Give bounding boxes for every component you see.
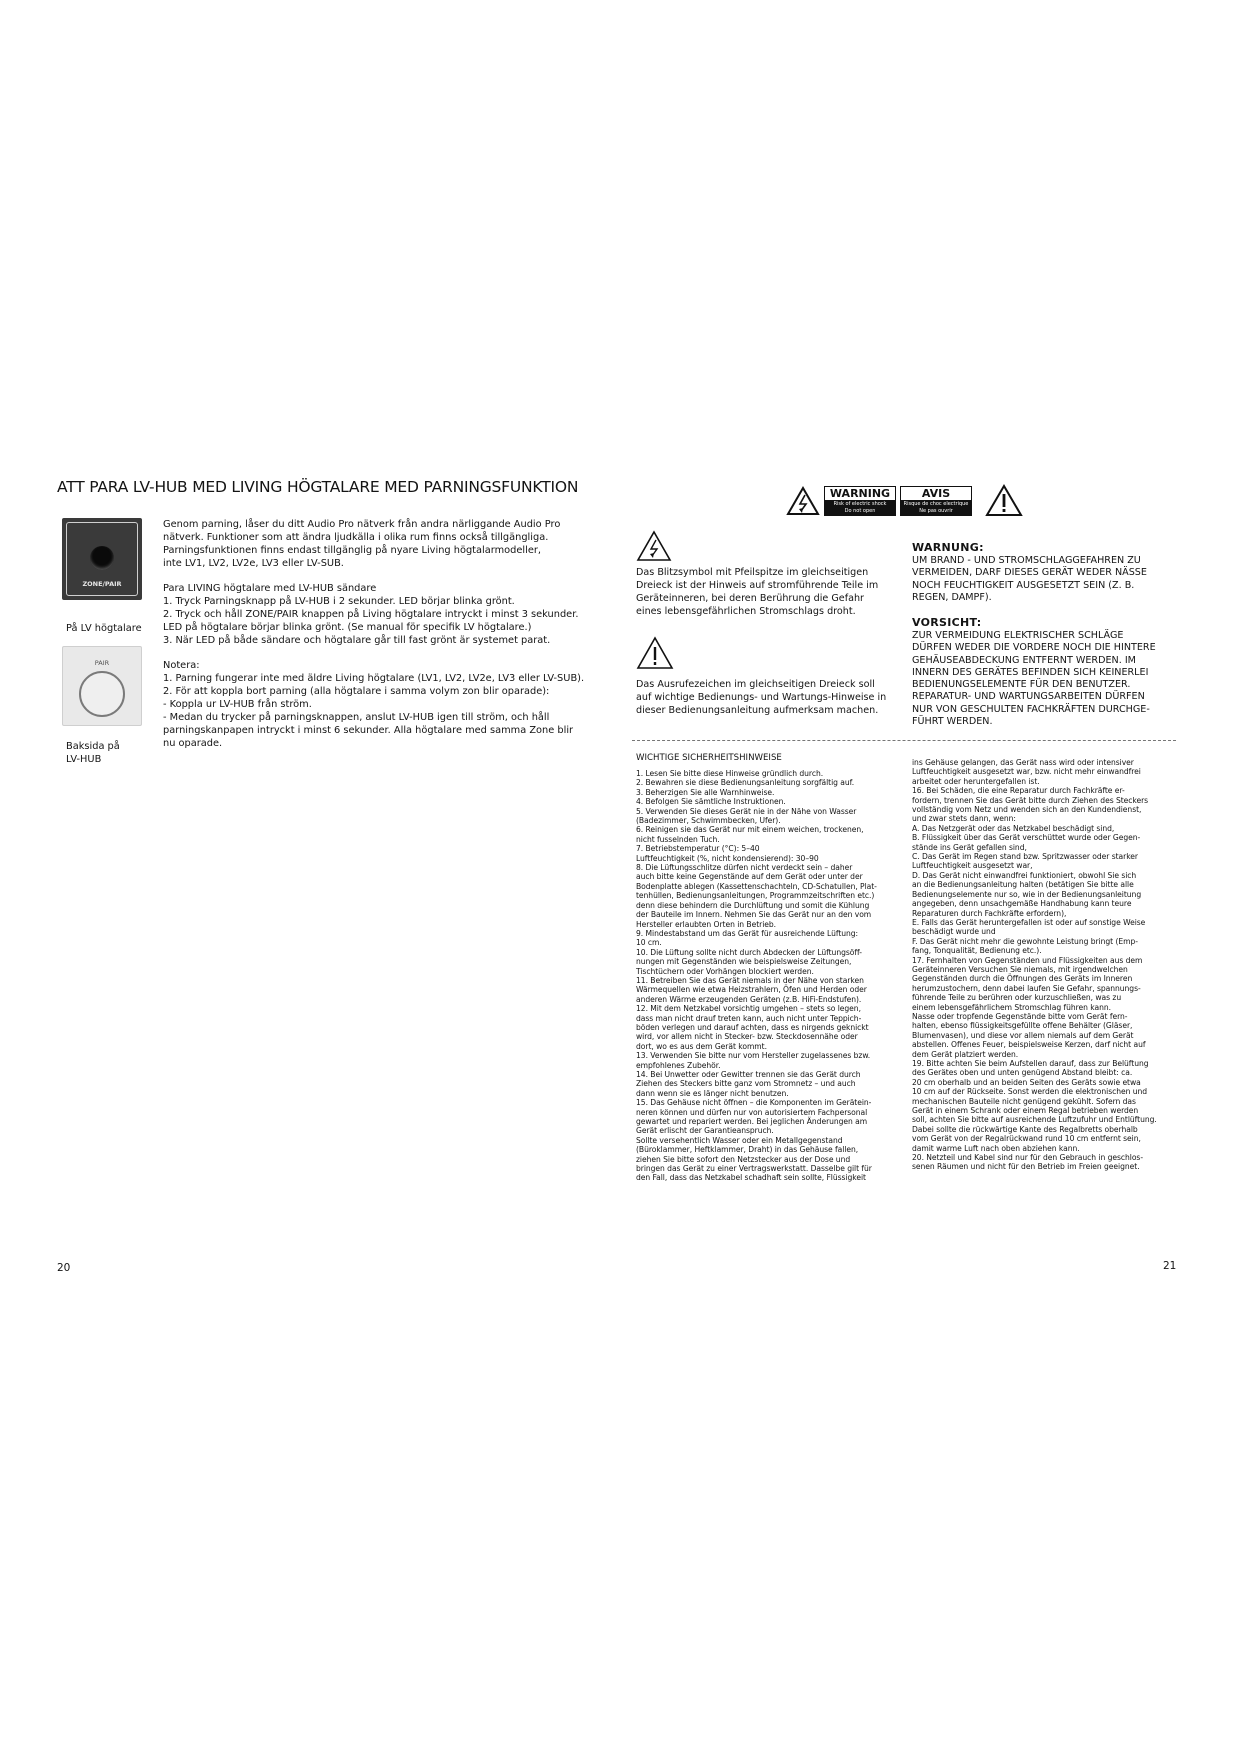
safety-line: böden verlegen und darauf achten, dass es nirgends geknickt (636, 1022, 869, 1032)
vorsicht-heading: VORSICHT: (912, 616, 982, 629)
safety-line: soll, achten Sie bitte auf ausreichende Luftzufuhr und Entlüftung. (912, 1115, 1157, 1125)
safety-line: Gerät in einem Schrank oder einem Regal betrieben werden (912, 1106, 1139, 1116)
safety-line: Nasse oder tropfende Gegenstände bitte vom Gerät fern- (912, 1011, 1128, 1021)
safety-line: fordern, trennen Sie das Gerät bitte durch Ziehen des Steckers (912, 795, 1149, 805)
page-number-left: 20 (57, 1262, 71, 1274)
safety-line: Blumenvasen), und diese vor allem niemals auf dem Gerät (912, 1030, 1134, 1040)
safety-line: stände ins Gerät gefallen sind, (912, 842, 1027, 852)
pair-button-icon (79, 671, 125, 717)
safety-line: 1. Lesen Sie bitte diese Hinweise gründlich durch. (636, 769, 824, 778)
safety-line: 8. Die Lüftungsschlitze dürfen nicht verdeckt sein – daher (636, 863, 853, 873)
safety-line: Gegenständen durch die Öffnungen des Geräts im Inneren (912, 974, 1133, 984)
safety-line: neren können und dürfen nur von autorisiertem Fachpersonal (636, 1107, 868, 1117)
safety-line: 16. Bei Schäden, die eine Reparatur durch Fachkräfte er- (912, 786, 1125, 796)
safety-line: Reparaturen durch Fachkräfte erfordern), (912, 908, 1067, 918)
safety-line: führende Teile zu berühren oder kurzuschließen, was zu (912, 993, 1122, 1003)
safety-line: A. Das Netzgerät oder das Netzkabel beschädigt sind, (912, 823, 1115, 833)
safety-heading: WICHTIGE SICHERHEITSHINWEISE (636, 753, 782, 763)
exclamation-warning-icon (985, 484, 1023, 521)
safety-line: 13. Verwenden Sie bitte nur vom Hersteller zugelassenes bzw. (636, 1051, 871, 1061)
safety-line: dann wenn sie es länger nicht benutzen. (636, 1088, 789, 1098)
section-divider (632, 740, 1176, 741)
safety-line: einem lebensgefährlichem Stromschlag führen kann. (912, 1002, 1111, 1012)
safety-line: tenhüllen, Bedienungsanleitungen, Programmzeitschriften etc.) (636, 891, 875, 901)
safety-line: halten, ebenso flüssigkeitsgefüllte offene Behälter (Gläser, (912, 1021, 1133, 1031)
safety-line: Ziehen des Steckers bitte ganz vom Stromnetz – und auch (636, 1079, 856, 1089)
safety-column-2 (912, 758, 1157, 1172)
safety-line: 20 cm oberhalb und an beiden Seiten des Geräts sowie etwa (912, 1077, 1141, 1087)
safety-line: den Fall, dass das Netzkabel schadhaft sein sollte, Flüssigkeit (636, 1173, 866, 1183)
safety-line: empfohlenes Zubehör. (636, 1060, 721, 1070)
safety-line: (Badezimmer, Schwimmbecken, Ufer). (636, 816, 781, 826)
swedish-body-text: Genom parning, låser du ditt Audio Pro nätverk från andra närliggande Audio Pro nätverk. Funktioner som att ändra ljudkälla i olika rum finns också tillgängliga. Parningsfunktionen finns endast tillgänglig på nyare Living högtalarmodeller, inte LV1, LV2, LV2e, LV3 eller LV-SUB. Para LIVING högtalare med LV-HUB sändare 1. Tryck Parningsknapp på LV-HUB i 2 sekunder. LED börjar blinka grönt. 2. Tryck och håll ZONE/PAIR knappen på Living högtalare intryckt i minst 3 sekunder. LED på högtalare börjar blinka grönt. (Se manual för specifik LV högtalare.) 3. När LED på både sändare och högtalare går till fast grönt är systemet parat. Notera: 1. Parning fungerar inte med äldre Living högtalare (LV1, LV2, LV2e, LV3 eller LV-SUB). 2. För att koppla bort parning (alla högtalare i samma volym zon blir oparade): - Koppla ur LV-HUB från ström. - Medan du trycker på parningsknappen, anslut LV-HUB igen till ström, och håll parningskanpapen intryckt i minst 6 sekunder. Alla högtalare med samma Zone blir nu oparade. (163, 519, 585, 749)
safety-line: wird, vor allem nicht in Stecker- bzw. Steckdosennähe oder (636, 1032, 858, 1042)
safety-line: 6. Reinigen sie das Gerät nur mit einem weichen, trockenen, (636, 825, 864, 835)
safety-line: arbeitet oder heruntergefallen ist. (912, 776, 1040, 786)
safety-line: 2. Bewahren sie diese Bedienungsanleitung sorgfältig auf. (636, 778, 855, 788)
safety-line: nungen mit Gegenständen wie beispielsweise Zeitungen, (636, 957, 852, 967)
safety-line: 14. Bei Unwetter oder Gewitter trennen sie das Gerät durch (636, 1070, 861, 1079)
safety-line: 11. Betreiben Sie das Gerät niemals in der Nähe von starken (636, 975, 864, 985)
safety-line: D. Das Gerät nicht einwandfrei funktioniert, obwohl Sie sich (912, 870, 1137, 880)
safety-line: bringen das Gerät zu einer Vertragswerkstatt. Dasselbe gilt für (636, 1164, 872, 1174)
zone-pair-label: ZONE/PAIR (82, 580, 122, 588)
page-title: ATT PARA LV-HUB MED LIVING HÖGTALARE MED PARNINGSFUNKTION (57, 478, 579, 496)
safety-line: Luftfeuchtigkeit ausgesetzt war, bzw. nicht mehr einwandfrei (912, 767, 1141, 777)
lightning-symbol-icon (636, 530, 672, 566)
zone-pair-button-photo (62, 518, 142, 600)
safety-line: E. Falls das Gerät heruntergefallen ist oder auf sonstige Weise (912, 917, 1146, 927)
safety-line: beschädigt wurde und (912, 927, 996, 937)
safety-line: 10. Die Lüftung sollte nicht durch Abdecken der Lüftungsöff- (636, 947, 862, 957)
safety-line: Geräteinneren Versuchen Sie niemals, mit irgendwelchen (912, 964, 1128, 974)
safety-line: ziehen Sie bitte sofort den Netzstecker aus der Dose und (636, 1154, 851, 1164)
safety-line: 3. Beherzigen Sie alle Warnhinweise. (636, 787, 775, 797)
lightning-warning-icon (786, 486, 820, 520)
safety-line: 10 cm. (636, 938, 662, 948)
safety-line: (Büroklammer, Heftklammer, Draht) in das Gehäuse fallen, (636, 1145, 859, 1155)
safety-line: vom Gerät von der Regalrückwand rund 10 cm entfernt sein, (912, 1134, 1141, 1144)
safety-line: 4. Befolgen Sie sämtliche Instruktionen. (636, 797, 786, 807)
safety-line: 15. Das Gehäuse nicht öffnen – die Komponenten im Gerätein- (636, 1098, 872, 1108)
safety-line: Bedienungselemente nur so, wie in der Bedienungsanleitung (912, 889, 1142, 899)
safety-line: damit warme Luft nach oben abziehen kann. (912, 1143, 1080, 1153)
safety-line: Sollte versehentlich Wasser oder ein Metallgegenstand (636, 1135, 843, 1145)
safety-line: der Bauteile im Innern. Nehmen Sie das Gerät nur an den vom (636, 910, 872, 920)
safety-line: Tischtüchern oder Vorhängen blockiert werden. (636, 966, 814, 976)
safety-line: 10 cm auf der Rückseite. Sonst werden die elektronischen und (912, 1087, 1148, 1097)
image1-caption: På LV högtalare (66, 623, 142, 634)
safety-line: F. Das Gerät nicht mehr die gewohnte Leistung bringt (Emp- (912, 936, 1138, 946)
safety-line: 7. Betriebstemperatur (°C): 5–40 (636, 844, 760, 854)
safety-line: 9. Mindestabstand um das Gerät für ausreichende Lüftung: (636, 928, 859, 938)
lightning-symbol-text: Das Blitzsymbol mit Pfeilspitze im gleichseitigen Dreieck ist der Hinweis auf stromführende Teile im Geräteinneren, bei deren Berührung die Gefahr eines lebensgefährlichen Stromschlags droht. (636, 567, 879, 617)
safety-line: Hersteller erlaubten Orten in Betrieb. (636, 919, 777, 929)
safety-line: Luftfeuchtigkeit ausgesetzt war, (912, 861, 1033, 871)
safety-line: Bodenplatte ablegen (Kassettenschachteln, CD-Schatullen, Plat- (636, 881, 877, 891)
safety-line: und zwar stets dann, wenn: (912, 814, 1016, 824)
warnung-text: UM BRAND - UND STROMSCHLAGGEFAHREN ZU VERMEIDEN, DARF DIESES GERÄT WEDER NÄSSE NOCH FEUCHTIGKEIT AUSGESETZT SEIN (Z. B. REGEN, DAMPF). (912, 555, 1147, 603)
safety-line: denn diese behindern die Durchlüftung und somit die Kühlung (636, 900, 870, 910)
safety-line: Gerät erlischt der Garantieanspruch. (636, 1126, 774, 1136)
safety-line: herumzustochern, denn dabei laufen Sie Gefahr, spannungs- (912, 983, 1141, 993)
safety-line: nicht fusselnden Tuch. (636, 834, 720, 844)
safety-line: 5. Verwenden Sie dieses Gerät nie in der Nähe von Wasser (636, 806, 857, 816)
warnung-heading: WARNUNG: (912, 541, 984, 554)
safety-line: dass man nicht drauf treten kann, auch nicht unter Teppich- (636, 1013, 862, 1023)
vorsicht-text: ZUR VERMEIDUNG ELEKTRISCHER SCHLÄGE DÜRFEN WEDER DIE VORDERE NOCH DIE HINTERE GEHÄUSEABDECKUNG ENTFERNT WERDEN. IM INNERN DES GERÄTES BEFINDEN SICH KEINERLEI BEDIENUNGSELEMENTE FÜR DEN BENUTZER. REPARATUR- UND WARTUNGSARBEITEN DÜRFEN NUR VON GESCHULTEN FACHKRÄFTEN DURCHGE- FÜHRT WERDEN. (912, 630, 1156, 728)
safety-line: dem Gerät platziert werden. (912, 1049, 1019, 1059)
safety-line: Wärmequellen wie etwa Heizstrahlern, Öfen und Herden oder (636, 985, 867, 995)
safety-line: ins Gehäuse gelangen, das Gerät nass wird oder intensiver (912, 758, 1134, 767)
safety-line: mechanischen Bauteile nicht genügend gekühlt. Sofern das (912, 1096, 1136, 1106)
safety-column-1 (636, 769, 877, 1183)
safety-line: Dabei sollte die rückwärtige Kante des Regalbretts oberhalb (912, 1124, 1138, 1134)
safety-line: an die Bedienungsanleitung halten (betätigen Sie bitte alle (912, 880, 1134, 890)
safety-line: 12. Mit dem Netzkabel vorsichtig umgehen – stets so legen, (636, 1004, 861, 1014)
safety-line: 20. Netzteil und Kabel sind nur für den Gebrauch in geschlos- (912, 1153, 1144, 1163)
safety-line: abstellen. Offenes Feuer, beispielsweise Kerzen, darf nicht auf (912, 1040, 1146, 1050)
safety-line: angegeben, denn unsachgemäße Handhabung kann teure (912, 899, 1132, 909)
exclamation-symbol-icon (636, 636, 674, 674)
safety-line: Luftfeuchtigkeit (%, nicht kondensierend): 30–90 (636, 853, 819, 863)
safety-line: vollständig vom Netz und wenden sich an den Kundendienst, (912, 805, 1142, 815)
avis-tag: AVIS Risque de choc electrique Ne pas ouvrir (900, 486, 972, 516)
pair-button-photo (62, 646, 142, 726)
safety-line: C. Das Gerät im Regen stand bzw. Spritzwasser oder starker (912, 852, 1138, 862)
page-number-right: 21 (1163, 1260, 1177, 1272)
warning-tag: WARNING Risk of electric shock Do not open (824, 486, 896, 516)
safety-line: fang, Tonqualität, Bedienung etc.). (912, 946, 1042, 956)
safety-line: 19. Bitte achten Sie beim Aufstellen darauf, dass zur Belüftung (912, 1059, 1149, 1068)
exclamation-symbol-text: Das Ausrufezeichen im gleichseitigen Dreieck soll auf wichtige Bedienungs- und Wartungs-Hinweise in dieser Bedienungsanleitung aufmerksam machen. (636, 679, 887, 716)
safety-line: des Gerätes oben und unten genügend Abstand bleibt: ca. (912, 1068, 1133, 1078)
safety-line: dort, wo es aus dem Gerät kommt. (636, 1041, 767, 1051)
safety-line: auch bitte keine Gegenstände auf dem Gerät oder unter der (636, 872, 863, 882)
safety-line: 17. Fernhalten von Gegenständen und Flüssigkeiten aus dem (912, 955, 1143, 965)
safety-line: B. Flüssigkeit über das Gerät verschüttet wurde oder Gegen- (912, 833, 1141, 843)
image2-caption: Baksida på LV-HUB (66, 741, 120, 765)
safety-line: senen Räumen und nicht für den Betrieb im Freien geeignet. (912, 1162, 1140, 1172)
safety-line: gewartet und repariert werden. Bei jeglichen Änderungen am (636, 1117, 868, 1127)
zone-pair-button-icon (90, 546, 114, 570)
safety-line: anderen Wärme erzeugenden Geräten (z.B. HiFi-Endstufen). (636, 994, 862, 1004)
pair-label: PAIR (94, 659, 110, 667)
